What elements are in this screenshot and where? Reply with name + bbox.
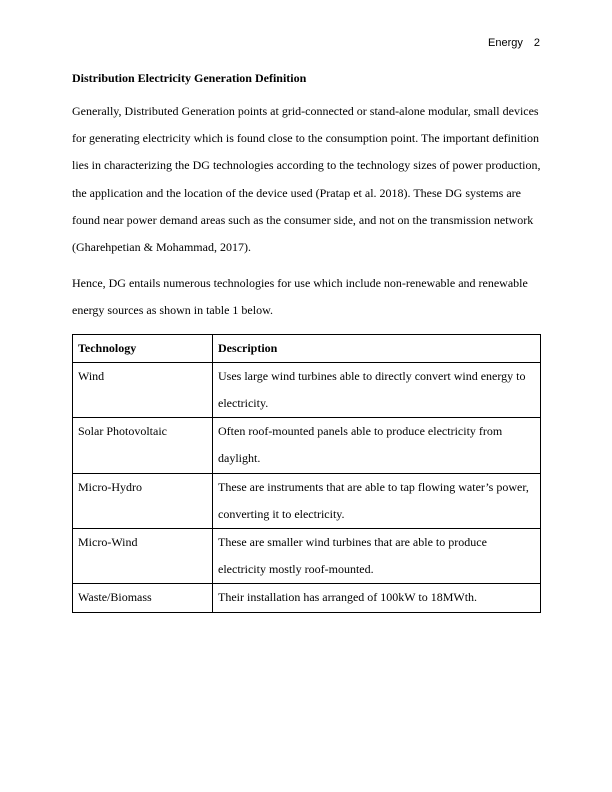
table-row: [73, 362, 541, 417]
description-cell: Their installation has arranged of 100kW to 18MWth.: [213, 584, 541, 612]
running-title: Energy: [488, 37, 523, 49]
running-head: [488, 36, 540, 50]
technology-cell: Solar Photovoltaic: [73, 418, 213, 473]
table-row: [73, 418, 541, 473]
column-header-description: Description: [213, 334, 541, 362]
section-heading: Distribution Electricity Generation Definition: [72, 71, 307, 85]
paragraph-definition: Generally, Distributed Generation points at grid-connected or stand-alone modular, small devices for generating electricity which is found close to the consumption point. The important definition lies in characterizing the DG technologies according to the technology sizes of power production, the application and the location of the device used (Pratap et al. 2018). These DG systems are found near power demand areas such as the consumer side, and not on the transmission network (Gharehpetian & Mohammad, 2017).: [72, 104, 541, 255]
description-cell: Often roof-mounted panels able to produce electricity from daylight.: [213, 418, 541, 473]
table-row: [73, 473, 541, 528]
table-row: [73, 584, 541, 612]
description-cell: Uses large wind turbines able to directly convert wind energy to electricity.: [213, 362, 541, 417]
technology-cell: Micro-Wind: [73, 529, 213, 584]
technology-table: [72, 334, 541, 613]
table-header-row: [73, 334, 541, 362]
document-body: [72, 70, 541, 613]
technology-cell: Waste/Biomass: [73, 584, 213, 612]
description-cell: These are instruments that are able to tap flowing water’s power, converting it to electricity.: [213, 473, 541, 528]
description-cell: These are smaller wind turbines that are able to produce electricity mostly roof-mounted.: [213, 529, 541, 584]
paragraph-technologies: Hence, DG entails numerous technologies for use which include non-renewable and renewable energy sources as shown in table 1 below.: [72, 276, 528, 318]
page-number: 2: [533, 37, 540, 49]
technology-cell: Micro-Hydro: [73, 473, 213, 528]
table-row: [73, 529, 541, 584]
column-header-technology: Technology: [73, 334, 213, 362]
technology-cell: Wind: [73, 362, 213, 417]
